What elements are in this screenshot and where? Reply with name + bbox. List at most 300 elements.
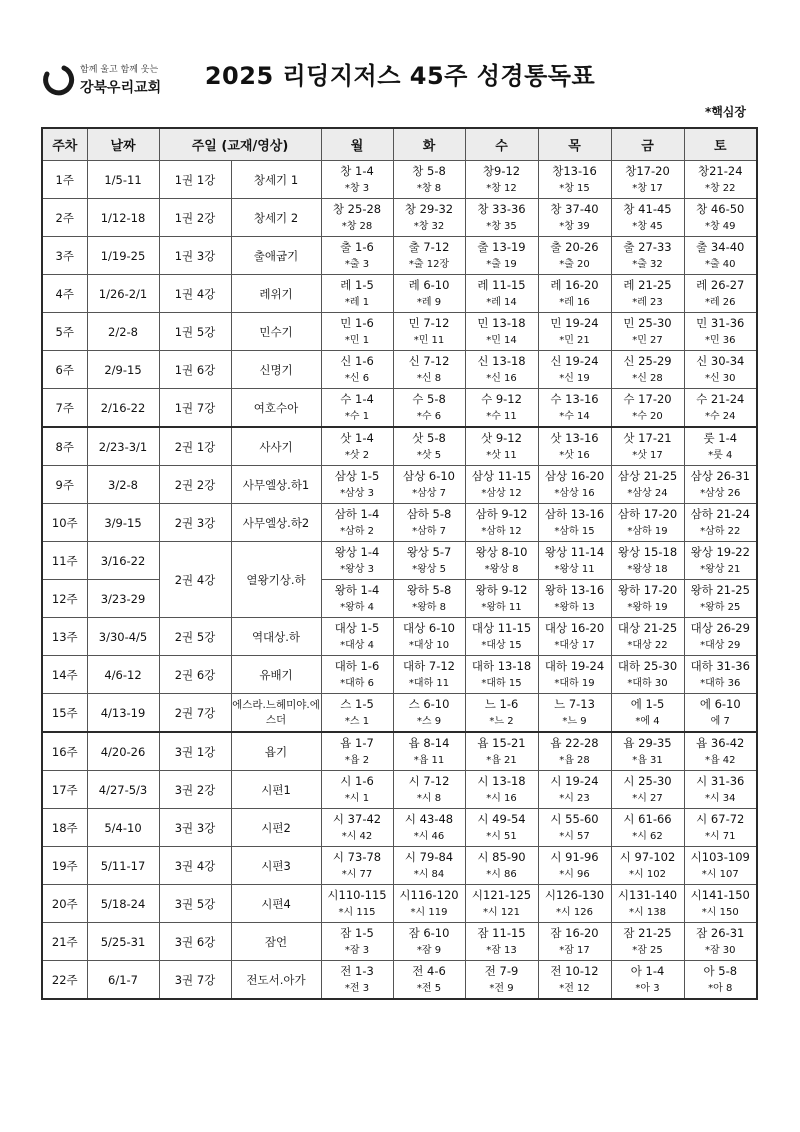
reading-range: 신 19-24 <box>550 353 599 368</box>
core-chapter: *삿 5 <box>416 449 442 461</box>
core-chapter: *전 5 <box>416 982 442 994</box>
reading-range: 삼상 26-31 <box>690 468 750 483</box>
reading-cell <box>465 618 538 656</box>
book-cell: 창세기 2 <box>231 199 321 237</box>
core-chapter: *왕상 8 <box>484 563 519 575</box>
reading-range: 느 7-13 <box>554 696 595 711</box>
column-header: 금 <box>611 128 684 161</box>
core-chapter: *잠 9 <box>416 944 442 956</box>
reading-range: 신 13-18 <box>477 353 526 368</box>
reading-cell <box>393 809 465 847</box>
reading-cell <box>321 771 393 809</box>
reading-cell <box>465 313 538 351</box>
reading-cell <box>538 885 611 923</box>
reading-range: 아 1-4 <box>630 963 665 978</box>
core-chapter: *출 20 <box>559 258 590 270</box>
date-cell: 3/2-8 <box>87 466 159 504</box>
core-chapter: *창 12 <box>486 182 517 194</box>
reading-cell <box>538 161 611 199</box>
reading-range: 느 1-6 <box>484 696 519 711</box>
lesson-cell: 2권 3강 <box>159 504 231 542</box>
reading-range: 시131-140 <box>617 887 678 902</box>
logo-arc-icon <box>42 64 76 98</box>
core-chapter: *시 96 <box>559 868 590 880</box>
reading-range: 왕상 15-18 <box>617 544 678 559</box>
lesson-cell: 1권 6강 <box>159 351 231 389</box>
reading-cell <box>321 694 393 733</box>
reading-cell <box>684 504 757 542</box>
reading-range: 왕하 21-25 <box>690 582 750 597</box>
core-chapter: *시 86 <box>486 868 517 880</box>
reading-range: 대하 1-6 <box>334 658 380 673</box>
date-cell: 3/30-4/5 <box>87 618 159 656</box>
reading-range: 민 7-12 <box>408 315 450 330</box>
core-chapter: *삼하 7 <box>412 525 446 537</box>
date-cell: 5/4-10 <box>87 809 159 847</box>
reading-range: 민 13-18 <box>477 315 526 330</box>
reading-range: 잠 6-10 <box>408 925 450 940</box>
core-chapter: *시 84 <box>413 868 445 880</box>
core-chapter: *출 32 <box>632 258 663 270</box>
reading-cell <box>684 389 757 428</box>
reading-range: 삼상 1-5 <box>334 468 380 483</box>
week-cell: 16주 <box>42 732 87 771</box>
core-chapter: 에 7 <box>710 715 730 727</box>
date-cell: 3/23-29 <box>87 580 159 618</box>
reading-range: 욥 29-35 <box>623 735 672 750</box>
reading-cell <box>393 885 465 923</box>
core-chapter: *출 19 <box>486 258 517 270</box>
core-chapter: *대하 36 <box>700 677 741 689</box>
reading-range: 대상 16-20 <box>544 620 605 635</box>
core-chapter: *레 9 <box>416 296 442 308</box>
reading-cell <box>393 237 465 275</box>
core-chapter: *수 11 <box>486 410 517 422</box>
core-chapter: *왕하 19 <box>627 601 668 613</box>
reading-range: 스 6-10 <box>408 696 450 711</box>
reading-range: 왕상 1-4 <box>334 544 380 559</box>
core-chapter: *대상 22 <box>627 639 668 651</box>
book-cell: 민수기 <box>231 313 321 351</box>
reading-cell <box>321 656 393 694</box>
book-cell: 욥기 <box>231 732 321 771</box>
lesson-cell: 3권 6강 <box>159 923 231 961</box>
week-cell: 3주 <box>42 237 87 275</box>
reading-range: 출 20-26 <box>550 239 599 254</box>
reading-cell <box>393 923 465 961</box>
week-cell: 17주 <box>42 771 87 809</box>
reading-range: 창17-20 <box>625 163 670 178</box>
reading-range: 레 11-15 <box>477 277 526 292</box>
table-row <box>42 504 757 542</box>
reading-cell <box>684 161 757 199</box>
book-cell: 출애굽기 <box>231 237 321 275</box>
reading-cell <box>465 466 538 504</box>
date-cell: 1/12-18 <box>87 199 159 237</box>
reading-range: 욥 1-7 <box>340 735 374 750</box>
week-cell: 11주 <box>42 542 87 580</box>
reading-cell <box>321 275 393 313</box>
core-chapter: *전 9 <box>489 982 514 994</box>
book-cell: 신명기 <box>231 351 321 389</box>
reading-range: 왕하 9-12 <box>475 582 528 597</box>
reading-cell <box>465 732 538 771</box>
lesson-cell: 1권 5강 <box>159 313 231 351</box>
core-chapter: *수 14 <box>559 410 590 422</box>
reading-range: 삼상 11-15 <box>471 468 532 483</box>
reading-cell <box>393 694 465 733</box>
core-chapter: *수 1 <box>344 410 370 422</box>
core-chapter: *창 3 <box>344 182 370 194</box>
table-row <box>42 961 757 1000</box>
reading-cell <box>538 618 611 656</box>
reading-range: 대상 26-29 <box>690 620 750 635</box>
reading-cell <box>393 466 465 504</box>
reading-range: 삿 5-8 <box>412 430 446 445</box>
table-row <box>42 542 757 580</box>
week-cell: 22주 <box>42 961 87 1000</box>
book-cell: 전도서.아가 <box>231 961 321 1000</box>
reading-cell <box>465 161 538 199</box>
reading-range: 왕하 1-4 <box>334 582 380 597</box>
reading-range: 시 19-24 <box>550 773 599 788</box>
core-chapter: *욥 28 <box>559 754 590 766</box>
reading-range: 시110-115 <box>327 887 387 902</box>
reading-range: 창 25-28 <box>332 201 382 216</box>
core-chapter: *느 9 <box>562 715 587 727</box>
core-chapter: *민 14 <box>486 334 517 346</box>
page-title: 2025 리딩지저스 45주 성경통독표 <box>204 62 596 90</box>
reading-range: 시 73-78 <box>332 849 382 864</box>
core-chapter: *창 28 <box>341 220 373 232</box>
reading-cell <box>611 161 684 199</box>
week-cell: 1주 <box>42 161 87 199</box>
table-row <box>42 466 757 504</box>
core-chapter: *스 1 <box>344 715 370 727</box>
reading-cell <box>465 580 538 618</box>
column-header: 주차 <box>42 128 87 161</box>
date-cell: 1/26-2/1 <box>87 275 159 313</box>
reading-cell <box>393 389 465 428</box>
core-chapter: *시 62 <box>632 830 663 842</box>
lesson-cell: 2권 2강 <box>159 466 231 504</box>
core-chapter: *삼상 16 <box>554 487 595 499</box>
core-chapter: *대하 6 <box>340 677 374 689</box>
table-row <box>42 351 757 389</box>
date-cell: 3/16-22 <box>87 542 159 580</box>
reading-range: 시 79-84 <box>404 849 454 864</box>
reading-range: 시 13-18 <box>477 773 526 788</box>
reading-cell <box>611 237 684 275</box>
reading-cell <box>393 504 465 542</box>
core-chapter: *삼상 7 <box>412 487 446 499</box>
reading-cell <box>611 504 684 542</box>
column-header: 화 <box>393 128 465 161</box>
lesson-cell: 2권 7강 <box>159 694 231 733</box>
reading-range: 대하 19-24 <box>544 658 605 673</box>
reading-cell <box>611 618 684 656</box>
book-cell: 시편2 <box>231 809 321 847</box>
reading-range: 대하 31-36 <box>690 658 750 673</box>
core-chapter: *왕상 5 <box>412 563 446 575</box>
reading-range: 잠 26-31 <box>696 925 745 940</box>
table-row <box>42 199 757 237</box>
reading-range: 대상 6-10 <box>403 620 455 635</box>
reading-range: 시 55-60 <box>550 811 599 826</box>
reading-range: 신 7-12 <box>408 353 450 368</box>
reading-cell <box>465 237 538 275</box>
reading-range: 신 30-34 <box>696 353 745 368</box>
table-row <box>42 618 757 656</box>
reading-cell <box>684 427 757 466</box>
core-chapter: *왕하 25 <box>700 601 741 613</box>
reading-range: 왕상 19-22 <box>690 544 750 559</box>
book-cell: 에스라.느헤미야.에스더 <box>231 694 321 733</box>
reading-range: 대하 13-18 <box>471 658 532 673</box>
reading-cell <box>465 199 538 237</box>
core-chapter: *삼상 24 <box>627 487 668 499</box>
reading-range: 시103-109 <box>690 849 750 864</box>
reading-cell <box>684 694 757 733</box>
core-chapter: *왕상 21 <box>700 563 741 575</box>
reading-range: 창 29-32 <box>404 201 454 216</box>
core-chapter: *잠 3 <box>344 944 370 956</box>
core-chapter: *대상 29 <box>700 639 741 651</box>
reading-range: 창13-16 <box>552 163 597 178</box>
core-chapter: *왕상 3 <box>340 563 374 575</box>
core-chapter: *수 24 <box>704 410 736 422</box>
core-chapter: *수 20 <box>632 410 663 422</box>
lesson-cell: 2권 5강 <box>159 618 231 656</box>
church-logo <box>42 52 182 114</box>
week-cell: 5주 <box>42 313 87 351</box>
core-chapter: *왕하 13 <box>554 601 595 613</box>
week-cell: 15주 <box>42 694 87 733</box>
column-header: 목 <box>538 128 611 161</box>
reading-range: 삼하 21-24 <box>690 506 750 521</box>
reading-range: 출 7-12 <box>408 239 450 254</box>
reading-cell <box>393 847 465 885</box>
reading-cell <box>321 618 393 656</box>
core-chapter: *삿 16 <box>559 449 590 461</box>
reading-cell <box>465 847 538 885</box>
reading-range: 시 91-96 <box>550 849 599 864</box>
core-chapter: *잠 13 <box>486 944 517 956</box>
core-chapter: *시 115 <box>338 906 376 918</box>
core-chapter: *시 71 <box>704 830 736 842</box>
reading-cell <box>684 618 757 656</box>
reading-range: 레 16-20 <box>550 277 599 292</box>
reading-range: 시 37-42 <box>332 811 382 826</box>
core-chapter: *삼하 2 <box>340 525 374 537</box>
reading-cell <box>611 923 684 961</box>
reading-cell <box>465 351 538 389</box>
table-row <box>42 427 757 466</box>
reading-range: 삼하 9-12 <box>475 506 528 521</box>
reading-cell <box>393 351 465 389</box>
reading-cell <box>321 809 393 847</box>
lesson-cell: 3권 2강 <box>159 771 231 809</box>
lesson-cell: 3권 5강 <box>159 885 231 923</box>
reading-cell <box>393 732 465 771</box>
reading-cell <box>538 313 611 351</box>
reading-cell <box>465 923 538 961</box>
reading-cell <box>538 542 611 580</box>
core-chapter: *시 34 <box>704 792 736 804</box>
table-row <box>42 694 757 733</box>
core-chapter: *레 1 <box>344 296 370 308</box>
core-chapter: *삿 2 <box>344 449 370 461</box>
book-cell: 역대상.하 <box>231 618 321 656</box>
column-header: 날짜 <box>87 128 159 161</box>
reading-range: 시 1-6 <box>340 773 374 788</box>
reading-range: 시121-125 <box>471 887 532 902</box>
reading-range: 왕상 8-10 <box>475 544 528 559</box>
reading-cell <box>684 199 757 237</box>
date-cell: 2/9-15 <box>87 351 159 389</box>
reading-cell <box>684 885 757 923</box>
reading-cell <box>465 656 538 694</box>
book-cell: 시편1 <box>231 771 321 809</box>
table-row <box>42 161 757 199</box>
reading-range: 수 21-24 <box>696 391 745 406</box>
date-cell: 4/27-5/3 <box>87 771 159 809</box>
table-row <box>42 275 757 313</box>
reading-cell <box>538 504 611 542</box>
reading-range: 잠 16-20 <box>550 925 599 940</box>
week-cell: 13주 <box>42 618 87 656</box>
lesson-cell: 1권 3강 <box>159 237 231 275</box>
lesson-cell: 1권 4강 <box>159 275 231 313</box>
lesson-cell: 3권 4강 <box>159 847 231 885</box>
week-cell: 20주 <box>42 885 87 923</box>
core-chapter: *시 102 <box>629 868 666 880</box>
reading-cell <box>684 923 757 961</box>
reading-cell <box>321 466 393 504</box>
core-chapter: *레 14 <box>486 296 517 308</box>
reading-cell <box>321 580 393 618</box>
core-chapter: *룻 4 <box>708 449 733 461</box>
date-cell: 5/25-31 <box>87 923 159 961</box>
core-chapter: *전 12 <box>559 982 590 994</box>
core-chapter: *시 107 <box>701 868 739 880</box>
reading-range: 왕상 5-7 <box>406 544 452 559</box>
week-cell: 8주 <box>42 427 87 466</box>
date-cell: 5/11-17 <box>87 847 159 885</box>
table-row <box>42 313 757 351</box>
reading-cell <box>611 542 684 580</box>
core-chapter: *대상 17 <box>554 639 595 651</box>
reading-range: 수 17-20 <box>623 391 672 406</box>
reading-cell <box>321 885 393 923</box>
reading-cell <box>538 923 611 961</box>
core-chapter: *잠 25 <box>632 944 663 956</box>
core-chapter: *왕하 11 <box>481 601 522 613</box>
reading-cell <box>611 351 684 389</box>
reading-range: 대상 21-25 <box>617 620 678 635</box>
week-cell: 14주 <box>42 656 87 694</box>
column-header: 토 <box>684 128 757 161</box>
core-chapter: *대하 15 <box>481 677 522 689</box>
reading-range: 아 5-8 <box>703 963 738 978</box>
reading-cell <box>393 618 465 656</box>
core-chapter: *민 11 <box>413 334 445 346</box>
reading-range: 욥 36-42 <box>696 735 745 750</box>
reading-cell <box>538 351 611 389</box>
reading-cell <box>611 199 684 237</box>
core-chapter: *레 16 <box>559 296 590 308</box>
reading-plan-table <box>41 127 758 1000</box>
reading-range: 민 1-6 <box>340 315 374 330</box>
reading-range: 시 85-90 <box>477 849 526 864</box>
reading-range: 대하 25-30 <box>617 658 678 673</box>
table-header-row <box>42 128 757 161</box>
core-chapter: *욥 2 <box>344 754 370 766</box>
table-row <box>42 923 757 961</box>
reading-cell <box>465 809 538 847</box>
core-chapter: *느 2 <box>489 715 514 727</box>
core-chapter: *창 39 <box>559 220 590 232</box>
reading-cell <box>611 694 684 733</box>
reading-range: 에 6-10 <box>699 696 741 711</box>
reading-range: 출 34-40 <box>696 239 745 254</box>
core-chapter: *왕하 8 <box>412 601 446 613</box>
reading-cell <box>321 161 393 199</box>
core-chapter: *왕상 11 <box>554 563 595 575</box>
reading-cell <box>684 580 757 618</box>
date-cell: 4/6-12 <box>87 656 159 694</box>
table-row <box>42 580 757 618</box>
reading-cell <box>538 199 611 237</box>
reading-range: 창 37-40 <box>550 201 599 216</box>
reading-range: 레 1-5 <box>340 277 374 292</box>
reading-cell <box>538 961 611 1000</box>
book-cell: 시편4 <box>231 885 321 923</box>
reading-range: 대하 7-12 <box>403 658 455 673</box>
core-chapter: *신 19 <box>559 372 590 384</box>
core-chapter: *신 16 <box>486 372 517 384</box>
reading-range: 민 31-36 <box>696 315 745 330</box>
book-cell: 여호수아 <box>231 389 321 428</box>
core-chapter: *민 21 <box>559 334 590 346</box>
reading-range: 스 1-5 <box>340 696 374 711</box>
core-chapter: *시 8 <box>416 792 442 804</box>
reading-cell <box>465 961 538 1000</box>
book-cell: 사무엘상.하2 <box>231 504 321 542</box>
core-chapter: *시 150 <box>701 906 739 918</box>
reading-range: 수 5-8 <box>412 391 446 406</box>
reading-range: 수 13-16 <box>550 391 599 406</box>
reading-cell <box>538 809 611 847</box>
core-chapter: *시 23 <box>559 792 590 804</box>
date-cell: 5/18-24 <box>87 885 159 923</box>
core-chapter: *대하 19 <box>554 677 595 689</box>
reading-range: 룻 1-4 <box>703 430 738 445</box>
reading-range: 시141-150 <box>690 887 750 902</box>
table-row <box>42 389 757 428</box>
reading-cell <box>538 771 611 809</box>
reading-range: 전 7-9 <box>484 963 519 978</box>
core-chapter: *출 3 <box>344 258 370 270</box>
reading-cell <box>538 847 611 885</box>
reading-cell <box>538 389 611 428</box>
core-chapter: *잠 17 <box>559 944 590 956</box>
reading-range: 시 61-66 <box>623 811 672 826</box>
reading-range: 삼상 21-25 <box>617 468 678 483</box>
reading-range: 레 26-27 <box>696 277 745 292</box>
core-chapter: *시 27 <box>632 792 663 804</box>
reading-cell <box>393 542 465 580</box>
